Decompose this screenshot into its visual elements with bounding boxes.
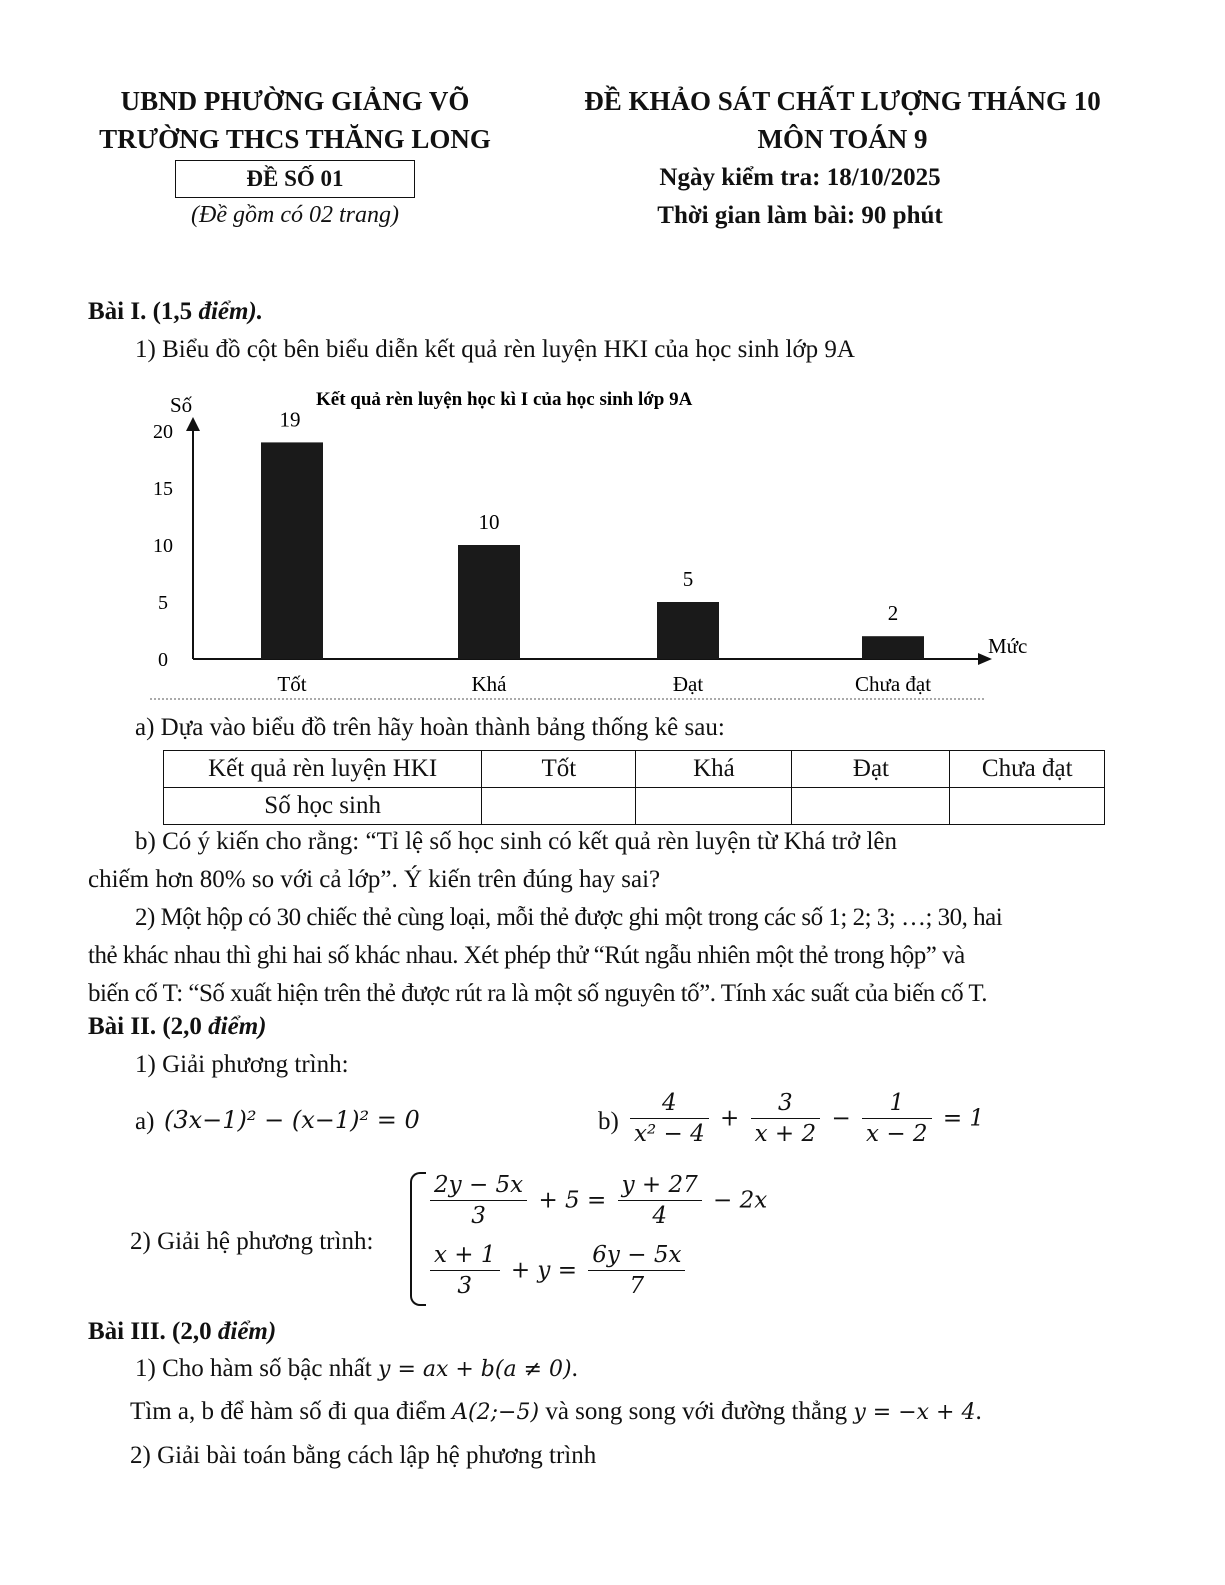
fraction: $\frac{2y - 5x}{3}$ [430, 1170, 527, 1231]
y-tick-label: 0 [158, 649, 168, 671]
equation-a: (3x−1)² − (x−1)² = 0 [164, 1106, 420, 1134]
table-cell-empty [950, 788, 1105, 825]
exam-code-box [175, 160, 415, 198]
pages-note: (Đề gồm có 02 trang) [191, 202, 399, 228]
bar [458, 545, 520, 659]
exam-code: ĐỀ SỐ 01 [246, 166, 344, 191]
y-tick-label: 15 [153, 478, 173, 500]
category-label: Chưa đạt [854, 672, 932, 696]
table-row-label: Số học sinh [164, 788, 482, 825]
chart-ylabel: Số [170, 393, 193, 417]
data-label: 2 [887, 601, 899, 626]
section-2-part1: 1) Giải phương trình: [135, 1051, 349, 1078]
fraction: $\frac{6y - 5x}{7}$ [588, 1240, 685, 1301]
section-1-part-b-line2: chiếm hơn 80% so với cả lớp”. Ý kiến trên đúng hay sai? [88, 866, 661, 893]
exam-date: Ngày kiểm tra: 18/10/2025 [659, 164, 941, 191]
equation-b: $\frac{4}{\text{x² − 4}}$ + $\frac{3}{x + 2}$ − $\frac{1}{x - 2}$ = 1 [626, 1088, 984, 1149]
table-row [164, 788, 1105, 825]
bar [657, 602, 719, 659]
section-3-part2: 2) Giải bài toán bằng cách lập hệ phương trình [130, 1442, 597, 1469]
table-cell-empty [636, 788, 792, 825]
section-2-part2-label: 2) Giải hệ phương trình: [130, 1228, 374, 1255]
section-3-part1: 1) Cho hàm số bậc nhất y = ax + b(a ≠ 0). [135, 1355, 578, 1382]
system-equation-1: $\frac{2y - 5x}{3}$ + 5 = $\frac{y + 27}{4}$ − 2x [426, 1170, 767, 1231]
fraction: $\frac{1}{x - 2}$ [862, 1088, 932, 1149]
bar-chart [0, 385, 1028, 705]
y-tick-label: 10 [153, 535, 173, 557]
table-cell-empty [792, 788, 950, 825]
section-1-part1: 1) Biểu đồ cột bên biểu diễn kết quả rèn luyện HKI của học sinh lớp 9A [135, 336, 855, 363]
y-tick-label: 20 [153, 421, 173, 443]
fraction: $\frac{y + 27}{4}$ [618, 1170, 702, 1231]
category-label: Tốt [277, 672, 307, 696]
table-header-cell: Tốt [482, 751, 636, 788]
section-1-part2-line3: biến cố T: “Số xuất hiện trên thẻ được rút ra là một số nguyên tố”. Tính xác suất của biến cố T. [88, 980, 988, 1007]
statistics-table [163, 750, 1105, 825]
data-label: 19 [279, 407, 301, 432]
bar [261, 442, 323, 659]
category-label: Khá [471, 672, 507, 696]
table-header-cell: Khá [636, 751, 792, 788]
y-tick-label: 5 [158, 592, 168, 614]
section-1-part-a: a) Dựa vào biểu đồ trên hãy hoàn thành bảng thống kê sau: [135, 714, 725, 741]
section-1-part2-line1: 2) Một hộp có 30 chiếc thẻ cùng loại, mỗi thẻ được ghi một trong các số 1; 2; 3; …; 30, hai [135, 904, 1003, 931]
table-header-cell: Kết quả rèn luyện HKI [164, 751, 482, 788]
equation-a-label: a) [135, 1108, 155, 1135]
y-axis-arrow [186, 417, 200, 431]
section-2-heading: Bài II. (2,0 điểm) [88, 1013, 267, 1040]
section-3-part1-task: Tìm a, b để hàm số đi qua điểm A(2;−5) và song song với đường thẳng y = −x + 4. [130, 1398, 982, 1425]
system-brace [410, 1172, 426, 1306]
subject: MÔN TOÁN 9 [757, 124, 928, 154]
data-label: 5 [682, 567, 694, 591]
exam-duration: Thời gian làm bài: 90 phút [657, 202, 943, 229]
chart-xlabel: Mức [988, 634, 1028, 658]
category-label: Đạt [672, 672, 704, 696]
table-row [164, 751, 1105, 788]
fraction: $\frac{4}{\text{x² − 4}}$ [630, 1088, 709, 1149]
chart-title: Kết quả rèn luyện học kì I của học sinh lớp 9A [316, 389, 693, 410]
school-name: TRƯỜNG THCS THĂNG LONG [99, 124, 491, 154]
bar [862, 636, 924, 659]
table-header-cell: Chưa đạt [950, 751, 1105, 788]
section-1-heading: Bài I. (1,5 điểm). [88, 298, 264, 325]
data-label: 10 [478, 510, 500, 534]
fraction: $\frac{x + 1}{3}$ [430, 1240, 500, 1301]
exam-title: ĐỀ KHẢO SÁT CHẤT LƯỢNG THÁNG 10 [584, 86, 1101, 116]
system-equation-2: $\frac{x + 1}{3}$ + y = $\frac{6y - 5x}{7}$ [426, 1240, 689, 1301]
section-1-part2-line2: thẻ khác nhau thì ghi hai số khác nhau. Xét phép thử “Rút ngẫu nhiên một thẻ trong hộp” và [88, 942, 965, 969]
table-cell-empty [482, 788, 636, 825]
table-header-cell: Đạt [792, 751, 950, 788]
section-3-heading: Bài III. (2,0 điểm) [88, 1318, 277, 1345]
equation-b-label: b) [598, 1108, 619, 1135]
school-district: UBND PHƯỜNG GIẢNG VÕ [120, 86, 470, 116]
section-1-part-b-line1: b) Có ý kiến cho rằng: “Tỉ lệ số học sinh có kết quả rèn luyện từ Khá trở lên [135, 828, 897, 855]
fraction: $\frac{3}{x + 2}$ [751, 1088, 821, 1149]
